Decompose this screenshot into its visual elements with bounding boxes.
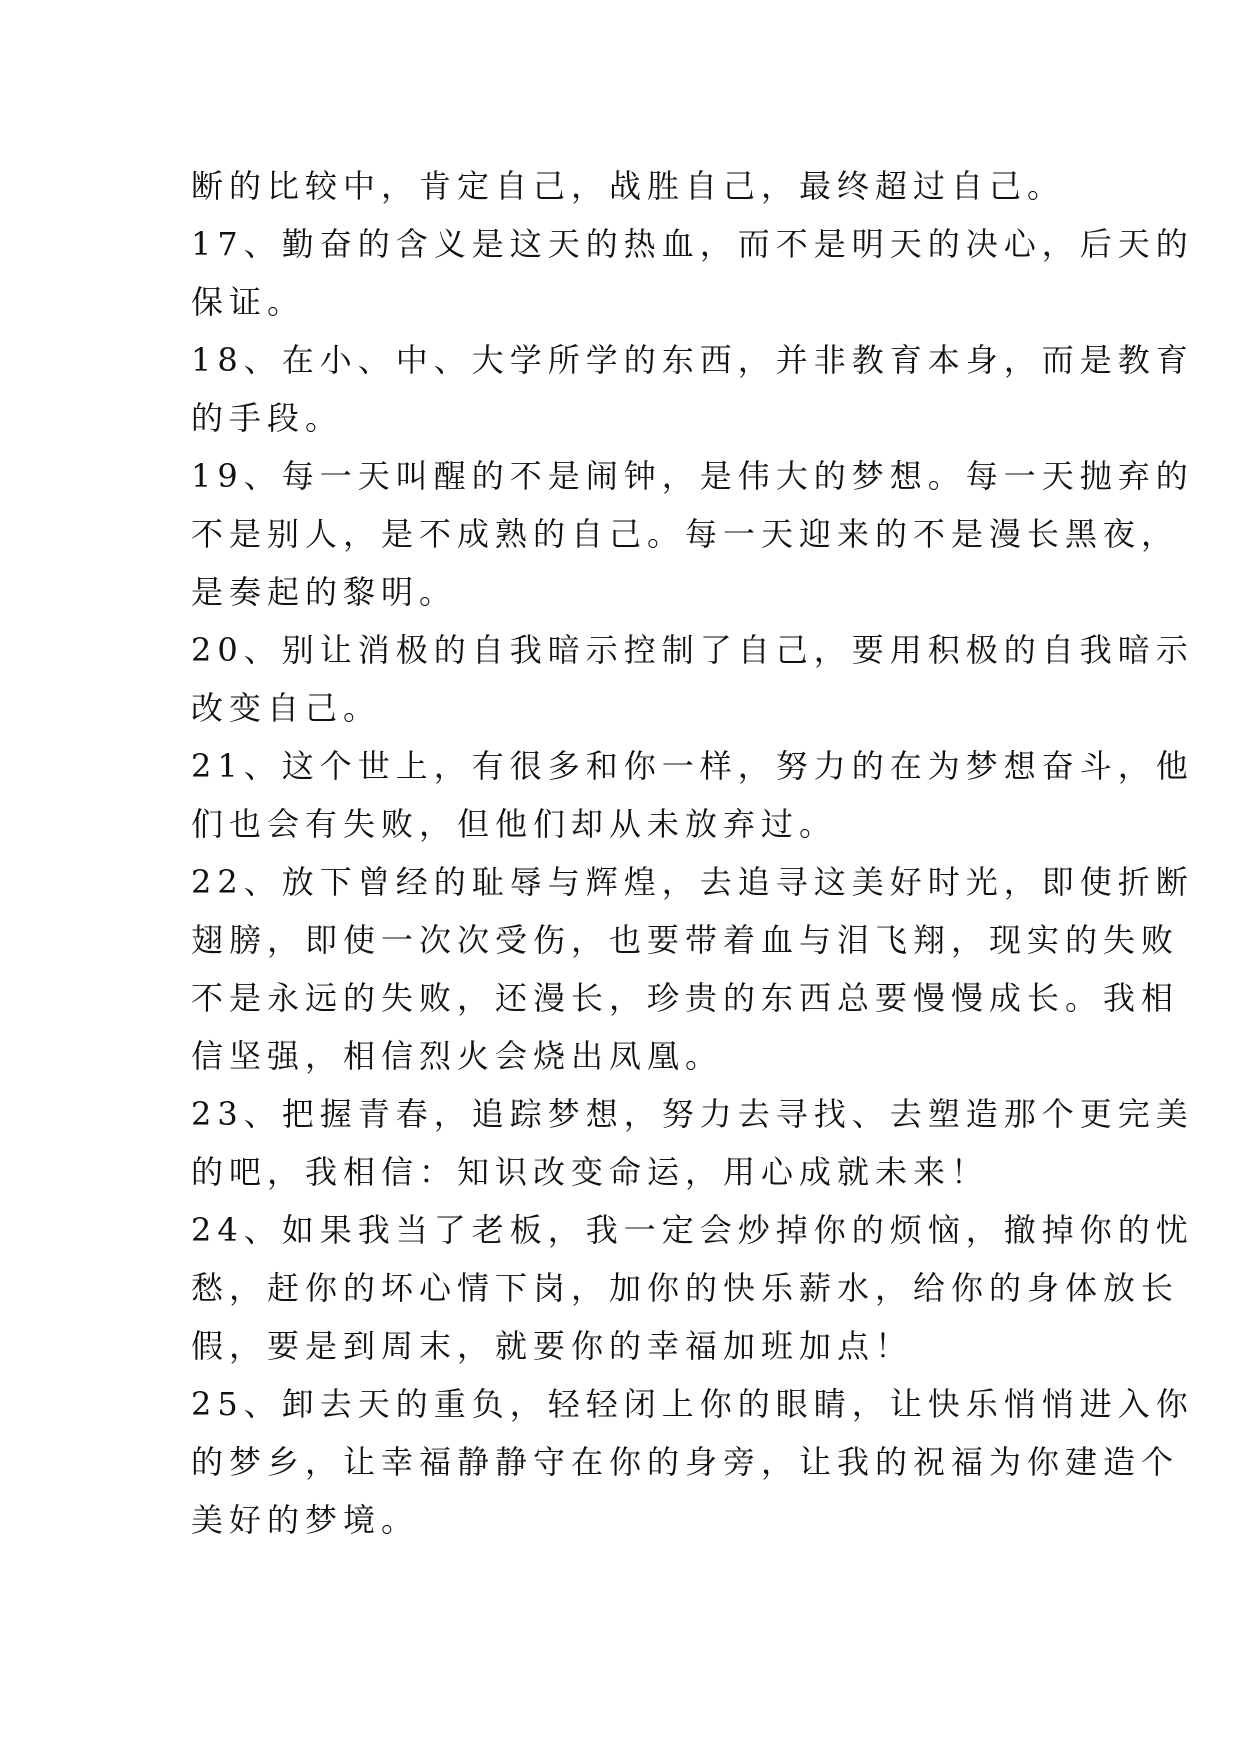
text-line: 是奏起的黎明。 [191, 573, 458, 611]
text-line: 21、这个世上，有很多和你一样，努力的在为梦想奋斗，他 [191, 747, 1194, 785]
text-line: 17、勤奋的含义是这天的热血，而不是明天的决心，后天的 [191, 225, 1194, 263]
text-line: 不是别人，是不成熟的自己。每一天迎来的不是漫长黑夜， [191, 515, 1180, 553]
text-line: 24、如果我当了老板，我一定会炒掉你的烦恼，撤掉你的忧 [191, 1211, 1194, 1249]
text-line: 22、放下曾经的耻辱与辉煌，去追寻这美好时光，即使折断 [191, 863, 1194, 901]
text-line: 翅膀，即使一次次受伤，也要带着血与泪飞翔，现实的失败 [191, 921, 1180, 959]
text-line: 不是永远的失败，还漫长，珍贵的东西总要慢慢成长。我相 [191, 979, 1180, 1017]
text-line: 的手段。 [191, 399, 344, 437]
text-line: 断的比较中，肯定自己，战胜自己，最终超过自己。 [191, 167, 1066, 205]
text-line: 25、卸去天的重负，轻轻闭上你的眼睛，让快乐悄悄进入你 [191, 1385, 1194, 1423]
text-line: 18、在小、中、大学所学的东西，并非教育本身，而是教育 [191, 341, 1194, 379]
text-line: 信坚强，相信烈火会烧出凤凰。 [191, 1037, 724, 1075]
text-line: 20、别让消极的自我暗示控制了自己，要用积极的自我暗示 [191, 631, 1194, 669]
text-line: 的梦乡，让幸福静静守在你的身旁，让我的祝福为你建造个 [191, 1443, 1180, 1481]
document-body [191, 157, 1194, 1549]
text-line: 愁，赶你的坏心情下岗，加你的快乐薪水，给你的身体放长 [191, 1269, 1180, 1307]
text-line: 假，要是到周末，就要你的幸福加班加点！ [191, 1327, 914, 1365]
text-line: 美好的梦境。 [191, 1501, 420, 1539]
text-line: 改变自己。 [191, 689, 382, 727]
text-line: 保证。 [191, 283, 306, 321]
text-line: 23、把握青春，追踪梦想，努力去寻找、去塑造那个更完美 [191, 1095, 1194, 1133]
text-line: 们也会有失败，但他们却从未放弃过。 [191, 805, 838, 843]
text-line: 19、每一天叫醒的不是闹钟，是伟大的梦想。每一天抛弃的 [191, 457, 1194, 495]
text-line: 的吧，我相信：知识改变命运，用心成就未来！ [191, 1153, 990, 1191]
